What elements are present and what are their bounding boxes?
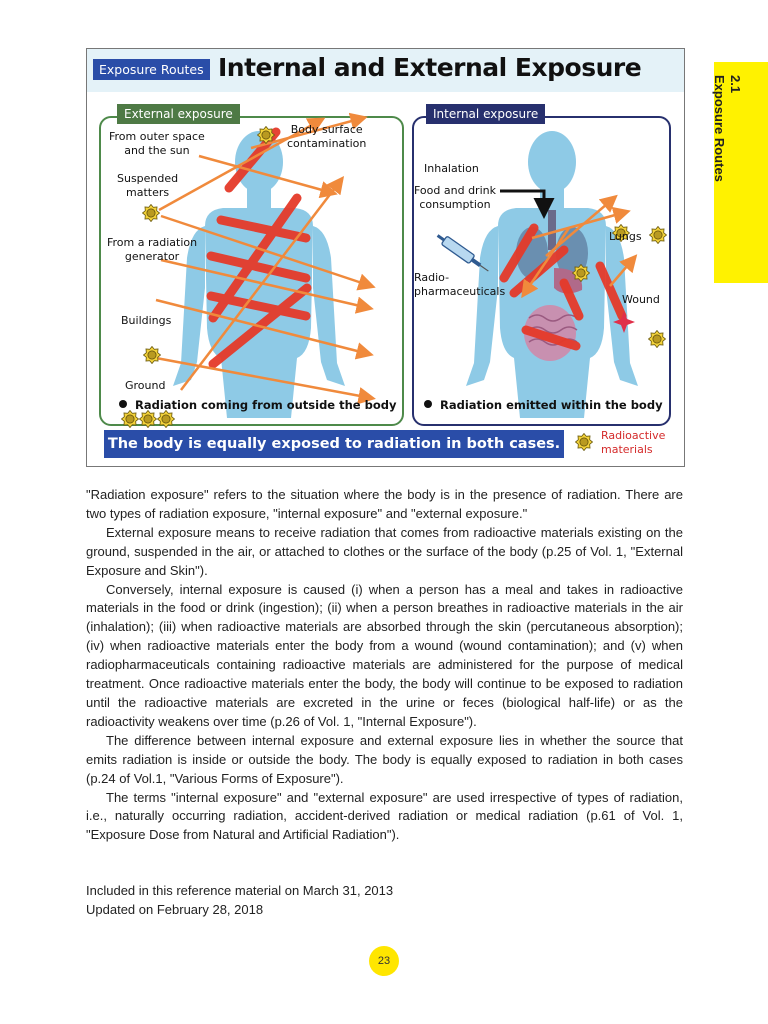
page-number: 23 bbox=[369, 946, 399, 976]
revision-notes bbox=[86, 881, 393, 919]
internal-note: Radiation emitted within the body bbox=[424, 398, 663, 412]
internal-exposure-tag: Internal exposure bbox=[426, 104, 545, 124]
label-outer-space: From outer space and the sun bbox=[109, 130, 205, 157]
label-food-drink: Food and drink consumption bbox=[414, 184, 496, 211]
label-buildings: Buildings bbox=[121, 314, 172, 327]
label-radiation-generator: From a radiation generator bbox=[107, 236, 198, 263]
label-suspended-matters: Suspended matters bbox=[117, 172, 179, 199]
equal-exposure-banner: The body is equally exposed to radiation in both cases. bbox=[104, 430, 564, 458]
explanatory-text bbox=[86, 486, 683, 845]
label-inhalation: Inhalation bbox=[424, 162, 479, 175]
section-title: Exposure Routes bbox=[712, 75, 727, 182]
paragraph: External exposure means to receive radiation that comes from radioactive materials existing on the ground, suspended in the air, or attached to clothes or the surface of the body (p.25 of Vol. 1, "External Exposure and Skin"). bbox=[86, 524, 683, 578]
paragraph: "Radiation exposure" refers to the situation where the body is in the presence of radiation. There are two types of radiation exposure, "internal exposure" and "external exposure." bbox=[86, 487, 683, 521]
legend-radioactive-materials: Radioactive materials bbox=[601, 429, 666, 456]
included-date: Included in this reference material on March 31, 2013 bbox=[86, 883, 394, 898]
figure-title: Internal and External Exposure bbox=[218, 53, 642, 82]
paragraph: Conversely, internal exposure is caused (i) when a person has a meal and takes in radioactive materials in the food or drink (ingestion); (ii) when a person breathes in radioactive materials in the air (inhalation); (iii) when radioactive materials are absorbed through the skin (percutaneous absorption); (iv) when radioactive materials enter the body from a wound (wound contamination); and (v) when radiopharmaceuticals containing radioactive materials are administered for the purpose of medical treatment. Once radioactive materials enter the body, the body will continue to be exposed to radiation until the radioactive materials are excreted in the urine or feces (biological half-life) or as the radioactivity weakens over time (p.26 of Vol. 1, "Internal Exposure"). bbox=[86, 581, 683, 729]
label-body-surface: Body surface contamination bbox=[287, 123, 367, 150]
label-lungs: Lungs bbox=[609, 230, 642, 243]
exposure-routes-tag: Exposure Routes bbox=[93, 59, 210, 80]
human-body-figure bbox=[173, 131, 345, 418]
exposure-figure bbox=[86, 48, 685, 467]
bullet-icon bbox=[424, 400, 432, 408]
label-ground: Ground bbox=[125, 379, 166, 392]
label-radiopharmaceuticals: Radio- pharmaceuticals bbox=[414, 271, 506, 298]
internal-exposure-panel bbox=[412, 107, 671, 426]
bullet-icon bbox=[119, 400, 127, 408]
external-note: Radiation coming from outside the body bbox=[119, 398, 396, 412]
external-exposure-panel bbox=[99, 107, 404, 426]
paragraph: The terms "internal exposure" and "external exposure" are used irrespective of types of radiation, i.e., naturally occurring radiation, accident-derived radiation or medical radiation (p.61 of Vol. 1, "Exposure Dose from Natural and Artificial Radiation"). bbox=[86, 789, 683, 843]
external-exposure-tag: External exposure bbox=[117, 104, 240, 124]
paragraph: The difference between internal exposure and external exposure lies in whether the source that emits radiation is inside or outside the body. The body is equally exposed to radiation in both cases (p.24 of Vol.1, "Various Forms of Exposure"). bbox=[86, 732, 683, 786]
updated-date: Updated on February 28, 2018 bbox=[86, 902, 264, 917]
section-side-label bbox=[711, 75, 743, 182]
figure-header bbox=[87, 49, 684, 92]
section-number: 2.1 bbox=[728, 75, 743, 94]
radioactive-material-icon bbox=[573, 431, 595, 453]
label-wound: Wound bbox=[622, 293, 660, 306]
